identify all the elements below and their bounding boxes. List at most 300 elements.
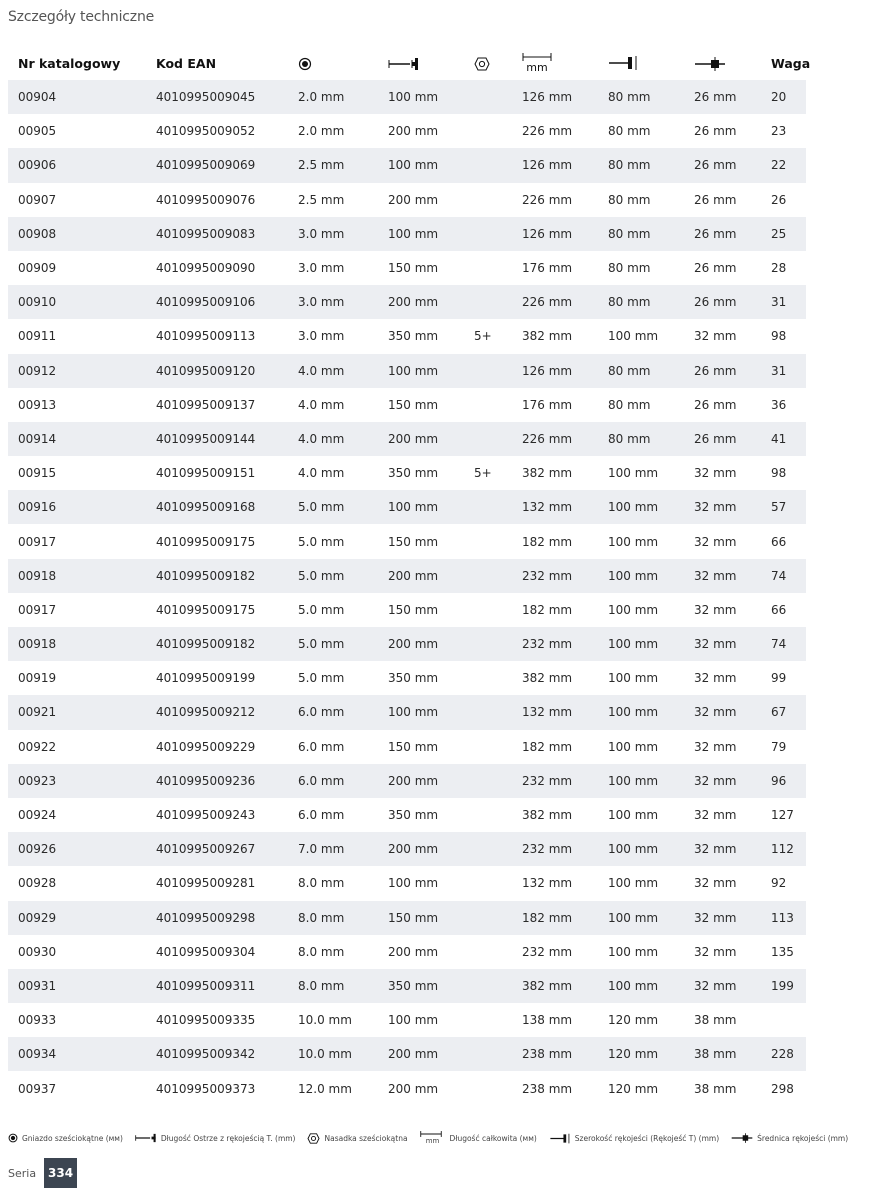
cell-hex-socket: 6.0 mm [298, 808, 345, 823]
legend-label: Gniazdo sześciokątne (мм) [22, 1133, 123, 1143]
cell-total-length: 382 mm [522, 466, 573, 481]
header-blade-length [378, 46, 464, 80]
cell-handle-diameter: 26 mm [694, 124, 737, 139]
cell-blade-length: 100 mm [378, 695, 464, 729]
table-row [8, 422, 806, 456]
cell-total-length: 132 mm [512, 490, 598, 524]
table-row [8, 593, 806, 627]
cell-hex-nut [464, 148, 512, 182]
cell-hex-nut [464, 388, 512, 422]
cell-hex-nut [464, 764, 512, 798]
table-row [8, 490, 806, 524]
cell-handle-diameter: 26 mm [684, 217, 761, 251]
cell-blade-length: 350 mm [378, 969, 464, 1003]
cell-hex-nut [464, 695, 512, 729]
cell-ean-code: 4010995009281 [156, 876, 256, 891]
cell-weight: 31 [761, 354, 806, 388]
cell-hex-socket: 5.0 mm [298, 602, 345, 617]
cell-catalog-number: 00919 [18, 671, 57, 686]
cell-hex-socket: 8.0 mm [288, 969, 378, 1003]
cell-handle-diameter: 32 mm [684, 627, 761, 661]
cell-handle-width: 120 mm [608, 1013, 659, 1028]
cell-handle-width: 120 mm [598, 1037, 684, 1071]
header-handle-diameter [684, 46, 761, 80]
cell-ean-code: 4010995009182 [146, 627, 288, 661]
cell-total-length: 182 mm [522, 602, 573, 617]
cell-handle-diameter: 32 mm [694, 944, 737, 959]
cell-total-length: 182 mm [512, 901, 598, 935]
cell-catalog-number: 00907 [18, 192, 57, 207]
cell-blade-length: 200 mm [378, 559, 464, 593]
cell-catalog-number: 00916 [8, 490, 146, 524]
cell-handle-width: 100 mm [608, 808, 659, 823]
cell-handle-diameter: 26 mm [684, 148, 761, 182]
cell-weight: 98 [771, 329, 787, 344]
cell-blade-length: 350 mm [388, 671, 439, 686]
cell-total-length: 382 mm [522, 671, 573, 686]
cell-ean-code: 4010995009182 [146, 559, 288, 593]
cell-hex-nut [464, 661, 512, 695]
cell-catalog-number: 00924 [18, 808, 57, 823]
cell-blade-length: 200 mm [388, 192, 439, 207]
handle-width-icon [549, 1133, 571, 1144]
cell-ean-code: 4010995009137 [156, 397, 256, 412]
cell-hex-nut [464, 80, 512, 114]
cell-weight: 28 [771, 261, 787, 276]
cell-hex-socket: 10.0 mm [288, 1037, 378, 1071]
cell-blade-length: 200 mm [388, 1081, 439, 1096]
cell-handle-width: 80 mm [598, 354, 684, 388]
table-row [8, 901, 806, 935]
cell-weight: 25 [761, 217, 806, 251]
cell-blade-length: 200 mm [388, 944, 439, 959]
handle-width-icon [608, 55, 638, 71]
cell-weight: 41 [761, 422, 806, 456]
cell-hex-nut: 5+ [474, 466, 492, 481]
table-row [8, 524, 806, 558]
cell-handle-width: 80 mm [598, 285, 684, 319]
cell-hex-socket: 4.0 mm [288, 422, 378, 456]
cell-hex-nut [464, 524, 512, 558]
cell-handle-diameter: 26 mm [694, 261, 737, 276]
cell-ean-code: 4010995009052 [156, 124, 256, 139]
cell-blade-length: 100 mm [378, 354, 464, 388]
cell-weight: 98 [771, 466, 787, 481]
table-row [8, 148, 806, 182]
table-row [8, 798, 806, 832]
cell-blade-length: 100 mm [388, 876, 439, 891]
cell-handle-width: 100 mm [598, 627, 684, 661]
cell-weight: 26 [771, 192, 787, 207]
legend-item-handle-width [549, 1133, 719, 1144]
cell-weight: 23 [771, 124, 787, 139]
cell-ean-code: 4010995009175 [156, 602, 256, 617]
blade-length-icon [388, 57, 420, 71]
cell-hex-nut [464, 285, 512, 319]
cell-handle-width: 80 mm [598, 80, 684, 114]
cell-handle-width: 80 mm [608, 261, 651, 276]
cell-hex-nut [464, 1071, 512, 1105]
cell-total-length: 126 mm [512, 217, 598, 251]
cell-handle-width: 80 mm [598, 422, 684, 456]
cell-blade-length: 200 mm [378, 627, 464, 661]
table-row [8, 1071, 806, 1105]
cell-handle-width: 80 mm [608, 192, 651, 207]
cell-weight: 92 [771, 876, 787, 891]
table-row [8, 969, 806, 1003]
cell-hex-nut [464, 183, 512, 217]
cell-blade-length: 200 mm [378, 422, 464, 456]
cell-hex-nut [464, 901, 512, 935]
header-handle-width [598, 46, 684, 80]
cell-handle-width: 120 mm [608, 1081, 659, 1096]
cell-total-length: 182 mm [522, 739, 573, 754]
cell-total-length: 126 mm [512, 354, 598, 388]
cell-hex-nut [464, 217, 512, 251]
cell-weight [761, 1003, 806, 1037]
cell-hex-nut [464, 832, 512, 866]
cell-catalog-number: 00914 [8, 422, 146, 456]
table-body [8, 80, 806, 1106]
cell-weight: 199 [761, 969, 806, 1003]
cell-hex-nut [464, 490, 512, 524]
table-row [8, 114, 806, 148]
cell-catalog-number: 00918 [8, 627, 146, 661]
cell-hex-socket: 3.0 mm [298, 329, 345, 344]
handle-diameter-icon [694, 57, 726, 71]
cell-handle-diameter: 32 mm [694, 534, 737, 549]
cell-total-length: 238 mm [512, 1037, 598, 1071]
cell-handle-width: 100 mm [608, 466, 659, 481]
cell-hex-socket: 5.0 mm [298, 671, 345, 686]
cell-handle-width: 80 mm [598, 217, 684, 251]
cell-handle-diameter: 32 mm [694, 671, 737, 686]
cell-handle-diameter: 26 mm [694, 192, 737, 207]
cell-weight: 22 [761, 148, 806, 182]
header-ean-code: Kod EAN [156, 55, 217, 71]
cell-hex-nut [464, 251, 512, 285]
cell-blade-length: 200 mm [378, 1037, 464, 1071]
table-row [8, 661, 806, 695]
cell-catalog-number: 00917 [18, 602, 57, 617]
cell-catalog-number: 00904 [8, 80, 146, 114]
cell-total-length: 126 mm [512, 80, 598, 114]
table-row [8, 1037, 806, 1071]
table-row [8, 695, 806, 729]
cell-hex-nut [464, 422, 512, 456]
cell-handle-width: 80 mm [608, 397, 651, 412]
cell-handle-diameter: 32 mm [684, 490, 761, 524]
cell-hex-socket: 2.5 mm [298, 192, 345, 207]
cell-catalog-number: 00910 [8, 285, 146, 319]
cell-ean-code: 4010995009373 [156, 1081, 256, 1096]
cell-weight: 36 [771, 397, 787, 412]
cell-ean-code: 4010995009199 [156, 671, 256, 686]
table-row [8, 456, 806, 490]
cell-blade-length: 350 mm [388, 808, 439, 823]
cell-handle-width: 100 mm [608, 739, 659, 754]
legend-total-length-unit: mm [425, 1137, 440, 1145]
table-row [8, 354, 806, 388]
legend-label: Średnica rękojeści (mm) [757, 1133, 849, 1143]
cell-ean-code: 4010995009311 [146, 969, 288, 1003]
handle-diameter-icon [731, 1133, 753, 1143]
page-footer [8, 1158, 77, 1188]
cell-total-length: 226 mm [512, 285, 598, 319]
cell-blade-length: 200 mm [378, 832, 464, 866]
cell-handle-diameter: 38 mm [694, 1081, 737, 1096]
cell-catalog-number: 00930 [18, 944, 57, 959]
cell-hex-nut [464, 593, 512, 627]
table-row [8, 730, 806, 764]
page-title: Szczegóły techniczne [8, 9, 155, 25]
cell-handle-width: 100 mm [608, 671, 659, 686]
cell-handle-diameter: 32 mm [694, 876, 737, 891]
cell-total-length: 126 mm [512, 148, 598, 182]
cell-total-length: 232 mm [512, 764, 598, 798]
table-row [8, 183, 806, 217]
cell-handle-width: 100 mm [598, 969, 684, 1003]
cell-weight: 66 [771, 534, 787, 549]
cell-weight: 127 [771, 808, 794, 823]
cell-hex-nut [464, 866, 512, 900]
cell-ean-code: 4010995009298 [146, 901, 288, 935]
cell-catalog-number: 00928 [18, 876, 57, 891]
cell-ean-code: 4010995009090 [156, 261, 256, 276]
cell-ean-code: 4010995009113 [156, 329, 256, 344]
cell-blade-length: 150 mm [388, 261, 439, 276]
legend-item-hex-nut [307, 1133, 407, 1144]
cell-handle-width: 100 mm [608, 876, 659, 891]
cell-ean-code: 4010995009342 [146, 1037, 288, 1071]
cell-hex-socket: 5.0 mm [288, 559, 378, 593]
cell-total-length: 382 mm [522, 329, 573, 344]
cell-handle-diameter: 32 mm [684, 559, 761, 593]
cell-hex-nut [464, 969, 512, 1003]
cell-hex-socket: 8.0 mm [288, 901, 378, 935]
cell-handle-diameter: 26 mm [694, 397, 737, 412]
cell-weight: 20 [761, 80, 806, 114]
legend-item-total-length [420, 1131, 537, 1145]
cell-ean-code: 4010995009304 [156, 944, 256, 959]
cell-hex-socket: 3.0 mm [288, 217, 378, 251]
cell-blade-length: 100 mm [378, 490, 464, 524]
cell-ean-code: 4010995009168 [146, 490, 288, 524]
legend-label: Długość Ostrze z rękojeścią T. (mm) [160, 1133, 296, 1143]
header-hex-socket [288, 46, 378, 80]
hex-socket-icon [298, 57, 312, 71]
cell-catalog-number: 00923 [8, 764, 146, 798]
cell-ean-code: 4010995009335 [156, 1013, 256, 1028]
cell-hex-nut [464, 730, 512, 764]
cell-hex-nut [464, 798, 512, 832]
cell-ean-code: 4010995009236 [146, 764, 288, 798]
table-row [8, 559, 806, 593]
cell-total-length: 226 mm [512, 422, 598, 456]
cell-catalog-number: 00906 [8, 148, 146, 182]
cell-weight: 298 [771, 1081, 794, 1096]
cell-handle-diameter: 32 mm [684, 832, 761, 866]
cell-handle-diameter: 26 mm [684, 422, 761, 456]
cell-hex-socket: 5.0 mm [298, 534, 345, 549]
cell-catalog-number: 00918 [8, 559, 146, 593]
cell-total-length: 232 mm [512, 832, 598, 866]
blade-length-icon [135, 1133, 157, 1143]
series-label: Seria [8, 1166, 37, 1180]
cell-handle-width: 100 mm [598, 901, 684, 935]
cell-handle-width: 100 mm [608, 329, 659, 344]
cell-handle-diameter: 32 mm [694, 466, 737, 481]
table-row [8, 217, 806, 251]
cell-hex-socket: 5.0 mm [288, 627, 378, 661]
cell-ean-code: 4010995009083 [146, 217, 288, 251]
header-catalog-number: Nr katalogowy [18, 55, 121, 71]
cell-hex-nut [464, 559, 512, 593]
cell-total-length: 232 mm [512, 559, 598, 593]
cell-hex-socket: 4.0 mm [288, 354, 378, 388]
cell-total-length: 176 mm [522, 261, 573, 276]
cell-hex-nut: 5+ [474, 329, 492, 344]
cell-catalog-number: 00922 [18, 739, 57, 754]
cell-catalog-number: 00913 [18, 397, 57, 412]
cell-handle-diameter: 32 mm [694, 739, 737, 754]
cell-hex-socket: 7.0 mm [288, 832, 378, 866]
legend-item-hex-socket [8, 1133, 123, 1143]
cell-catalog-number: 00926 [8, 832, 146, 866]
specs-table [8, 46, 811, 1106]
cell-weight: 99 [771, 671, 787, 686]
cell-hex-nut [464, 1037, 512, 1071]
cell-handle-diameter: 26 mm [684, 80, 761, 114]
cell-ean-code: 4010995009144 [146, 422, 288, 456]
cell-weight: 79 [771, 739, 787, 754]
cell-blade-length: 200 mm [378, 764, 464, 798]
cell-hex-socket: 10.0 mm [298, 1013, 352, 1028]
cell-total-length: 226 mm [522, 192, 573, 207]
cell-weight: 112 [761, 832, 806, 866]
cell-ean-code: 4010995009175 [156, 534, 256, 549]
cell-blade-length: 100 mm [378, 80, 464, 114]
legend-label: Długość całkowita (мм) [449, 1133, 537, 1143]
cell-catalog-number: 00917 [18, 534, 57, 549]
header-hex-nut [464, 46, 512, 80]
cell-weight: 74 [761, 627, 806, 661]
cell-hex-socket: 2.0 mm [298, 124, 345, 139]
cell-ean-code: 4010995009151 [156, 466, 256, 481]
cell-blade-length: 150 mm [388, 397, 439, 412]
cell-blade-length: 200 mm [378, 285, 464, 319]
legend-item-blade-length [135, 1133, 296, 1143]
cell-hex-nut [464, 627, 512, 661]
cell-hex-socket: 4.0 mm [298, 397, 345, 412]
cell-weight: 31 [761, 285, 806, 319]
cell-hex-socket: 6.0 mm [288, 695, 378, 729]
cell-weight: 57 [761, 490, 806, 524]
cell-handle-width: 100 mm [608, 602, 659, 617]
cell-catalog-number: 00937 [18, 1081, 57, 1096]
cell-handle-diameter: 26 mm [684, 285, 761, 319]
cell-total-length: 232 mm [512, 627, 598, 661]
cell-blade-length: 150 mm [388, 602, 439, 617]
legend-label: Szerokość rękojeści (Rękojeść T) (mm) [574, 1133, 720, 1143]
cell-hex-nut [464, 354, 512, 388]
cell-handle-diameter: 32 mm [694, 329, 737, 344]
header-total-length [512, 46, 598, 80]
cell-hex-nut [464, 114, 512, 148]
cell-hex-socket: 3.0 mm [288, 285, 378, 319]
table-row [8, 285, 806, 319]
cell-blade-length: 350 mm [388, 466, 439, 481]
cell-blade-length: 150 mm [378, 901, 464, 935]
cell-blade-length: 100 mm [378, 148, 464, 182]
cell-ean-code: 4010995009045 [146, 80, 288, 114]
cell-ean-code: 4010995009106 [146, 285, 288, 319]
cell-weight: 96 [761, 764, 806, 798]
cell-hex-nut [464, 935, 512, 969]
cell-hex-socket: 8.0 mm [298, 876, 345, 891]
cell-total-length: 182 mm [522, 534, 573, 549]
cell-weight: 228 [761, 1037, 806, 1071]
header-weight: Waga [771, 55, 811, 71]
cell-handle-diameter: 32 mm [694, 808, 737, 823]
cell-catalog-number: 00929 [8, 901, 146, 935]
cell-total-length: 382 mm [512, 969, 598, 1003]
cell-blade-length: 100 mm [378, 217, 464, 251]
table-row [8, 866, 806, 900]
cell-total-length: 138 mm [522, 1013, 573, 1028]
cell-hex-socket: 5.0 mm [288, 490, 378, 524]
cell-catalog-number: 00933 [18, 1013, 57, 1028]
cell-catalog-number: 00908 [8, 217, 146, 251]
table-row [8, 764, 806, 798]
cell-hex-socket: 2.5 mm [288, 148, 378, 182]
table-row [8, 251, 806, 285]
cell-weight: 67 [761, 695, 806, 729]
table-row [8, 935, 806, 969]
cell-handle-width: 100 mm [598, 764, 684, 798]
cell-catalog-number: 00905 [18, 124, 57, 139]
cell-hex-socket: 8.0 mm [298, 944, 345, 959]
cell-hex-socket: 3.0 mm [298, 261, 345, 276]
cell-hex-socket: 12.0 mm [298, 1081, 352, 1096]
cell-handle-width: 100 mm [598, 695, 684, 729]
icon-legend [8, 1131, 878, 1145]
cell-handle-width: 100 mm [598, 832, 684, 866]
cell-handle-width: 100 mm [608, 534, 659, 549]
cell-ean-code: 4010995009076 [156, 192, 256, 207]
table-row [8, 832, 806, 866]
cell-ean-code: 4010995009120 [146, 354, 288, 388]
cell-catalog-number: 00912 [8, 354, 146, 388]
cell-catalog-number: 00915 [18, 466, 57, 481]
table-row [8, 388, 806, 422]
cell-handle-width: 100 mm [598, 490, 684, 524]
cell-blade-length: 150 mm [388, 534, 439, 549]
cell-catalog-number: 00921 [8, 695, 146, 729]
page-number-badge: 334 [44, 1158, 77, 1188]
cell-weight: 74 [761, 559, 806, 593]
cell-weight: 135 [771, 944, 794, 959]
cell-hex-socket: 2.0 mm [288, 80, 378, 114]
cell-ean-code: 4010995009243 [156, 808, 256, 823]
cell-handle-diameter: 26 mm [684, 354, 761, 388]
cell-handle-diameter: 32 mm [684, 695, 761, 729]
cell-handle-diameter: 32 mm [684, 764, 761, 798]
cell-total-length: 132 mm [522, 876, 573, 891]
cell-catalog-number: 00934 [8, 1037, 146, 1071]
cell-total-length: 226 mm [522, 124, 573, 139]
cell-catalog-number: 00931 [8, 969, 146, 1003]
